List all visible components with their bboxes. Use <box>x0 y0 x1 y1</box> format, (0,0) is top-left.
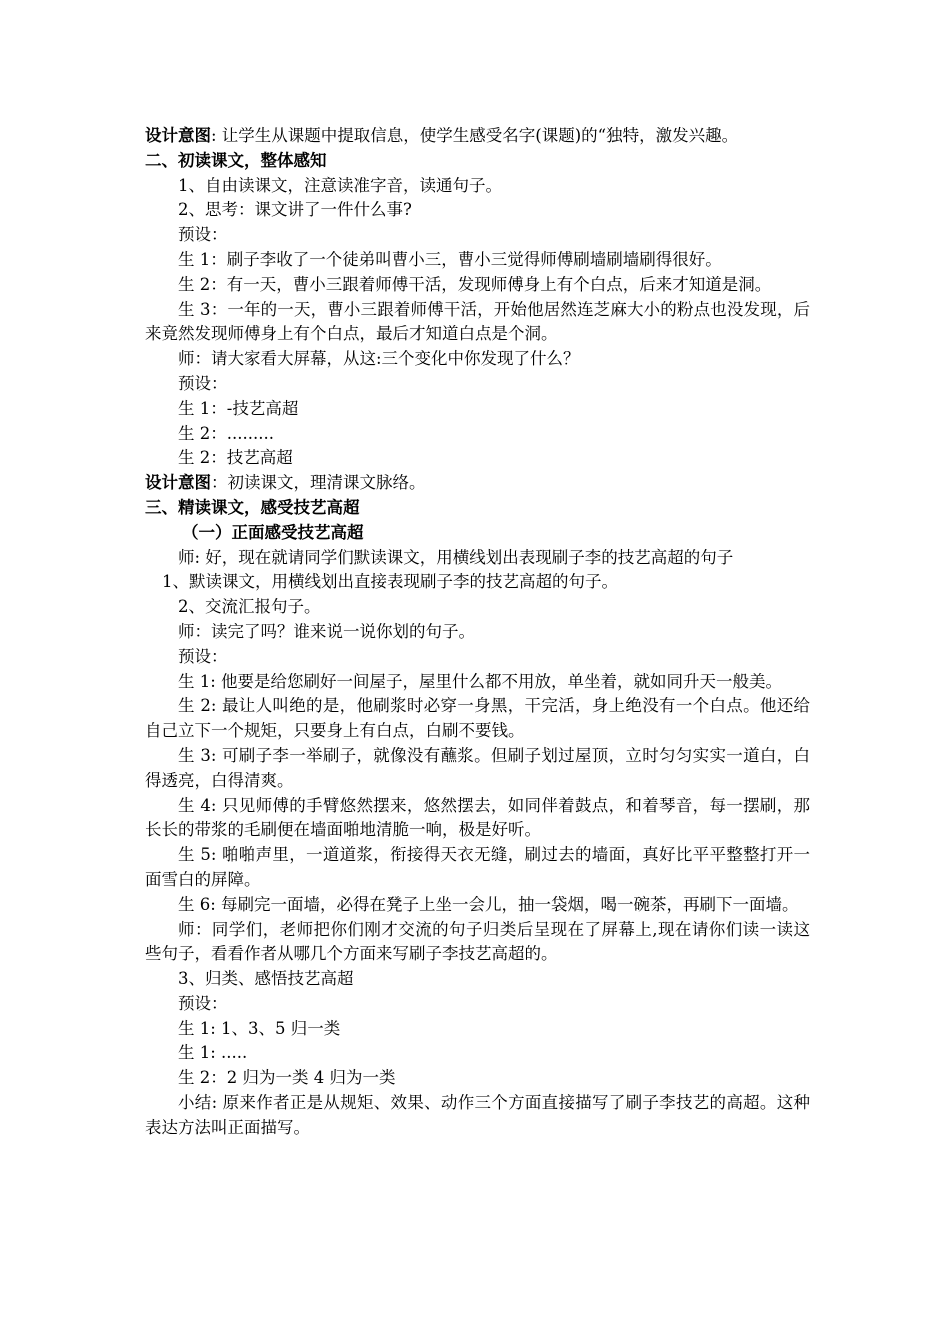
paragraph: 生 2：......... <box>178 423 274 443</box>
subsection-heading: （一）正面感受技艺高超 <box>182 522 364 542</box>
paragraph: 预设： <box>178 646 228 666</box>
design-intent-paragraph-2 <box>145 471 810 496</box>
section-heading-3: 三、精读课文，感受技艺高超 <box>145 497 360 517</box>
paragraph: 生 2：有一天，曹小三跟着师傅干活，发现师傅身上有个白点，后来才知道是洞。 <box>178 274 772 294</box>
paragraph: 生 1：刷子李收了一个徒弟叫曹小三，曹小三觉得师傅刷墙刷墙刷得很好。 <box>178 249 722 269</box>
paragraph: 生 4: 只见师傅的手臂悠然摆来，悠然摆去，如同伴着鼓点，和着琴音，每一摆刷，那长长的带浆的毛刷便在墙面啪地清脆一响，极是好听。 <box>145 795 810 840</box>
section-heading-2: 二、初读课文，整体感知 <box>145 150 327 170</box>
paragraph: 预设： <box>178 993 228 1013</box>
design-intent-label: 设计意图 <box>145 473 211 493</box>
paragraph: 生 3: 可刷子李一举刷子，就像没有蘸浆。但刷子划过屋顶，立时匀匀实实一道白，白得透亮，白得清爽。 <box>145 745 810 790</box>
document-body <box>145 124 810 1141</box>
paragraph: 预设： <box>178 373 228 393</box>
design-intent-paragraph <box>145 124 810 149</box>
paragraph: 生 6: 每刷完一面墙，必得在凳子上坐一会儿，抽一袋烟，喝一碗茶，再刷下一面墙。 <box>178 894 799 914</box>
paragraph: 预设： <box>178 225 228 245</box>
paragraph: 生 2：2 归为一类 4 归为一类 <box>178 1068 396 1088</box>
paragraph: 师: 好，现在就请同学们默读课文，用横线划出表现刷子李的技艺高超的句子 <box>178 547 734 567</box>
paragraph: 1、默读课文，用横线划出直接表现刷子李的技艺高超的句子。 <box>162 572 618 592</box>
paragraph: 生 1：-技艺高超 <box>178 398 299 418</box>
paragraph: 师：读完了吗？谁来说一说你划的句子。 <box>178 621 475 641</box>
paragraph: 师：同学们，老师把你们刚才交流的句子归类后呈现在了屏幕上,现在请你们读一读这些句子，看看作者从哪几个方面来写刷子李技艺高超的。 <box>145 919 810 964</box>
paragraph: 小结: 原来作者正是从规矩、效果、动作三个方面直接描写了刷子李技艺的高超。这种表达方法叫正面描写。 <box>145 1093 810 1137</box>
paragraph: 生 1: 他要是给您刷好一间屋子，屋里什么都不用放，单坐着，就如同升天一般美。 <box>178 671 783 691</box>
design-intent-text: : 让学生从课题中提取信息，使学生感受名字(课题)的“独特，激发兴趣。 <box>211 126 739 145</box>
paragraph: 1、自由读课文，注意读准字音，读通句子。 <box>178 175 502 195</box>
paragraph: 生 1: ..... <box>178 1043 248 1063</box>
paragraph: 3、归类、感悟技艺高超 <box>178 969 354 989</box>
paragraph: 生 2: 最让人叫绝的是，他刷浆时必穿一身黑，干完活，身上绝没有一个白点。他还给自己立下一个规矩，只要身上有白点，白刷不要钱。 <box>145 696 810 741</box>
paragraph: 生 1: 1、3、5 归一类 <box>178 1018 341 1038</box>
paragraph: 生 3：一年的一天，曹小三跟着师傅干活，开始他居然连芝麻大小的粉点也没发现，后来竟然发现师傅身上有个白点，最后才知道白点是个洞。 <box>145 299 810 344</box>
paragraph: 2、交流汇报句子。 <box>178 597 321 617</box>
paragraph: 2、思考：课文讲了一件什么事? <box>178 200 412 220</box>
design-intent-label: 设计意图 <box>145 126 211 145</box>
paragraph: 生 5: 啪啪声里，一道道浆，衔接得天衣无缝，刷过去的墙面，真好比平平整整打开一面雪白的屏障。 <box>145 845 810 889</box>
paragraph: 师：请大家看大屏幕，从这:三个变化中你发现了什么？ <box>178 349 580 369</box>
paragraph: 生 2：技艺高超 <box>178 448 293 468</box>
design-intent-text: ：初读课文，理清课文脉络。 <box>211 473 426 493</box>
